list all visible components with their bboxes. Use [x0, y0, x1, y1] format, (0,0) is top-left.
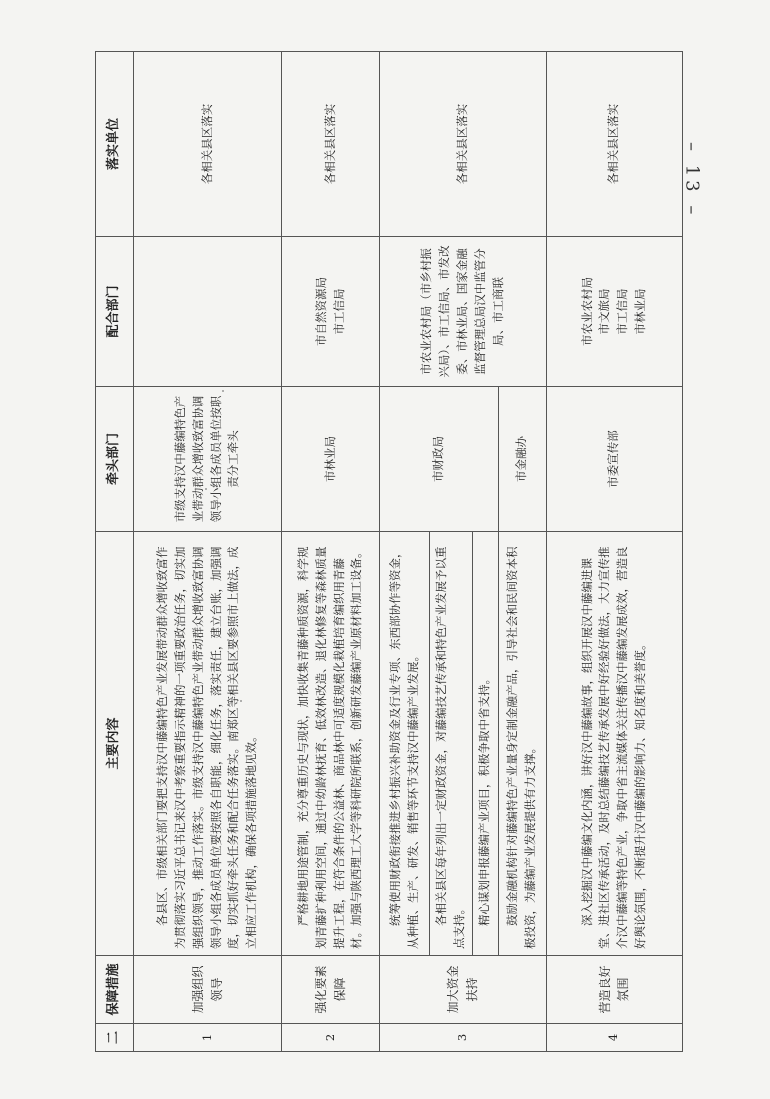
row-content: 精心谋划申报藤编产业项目，积极争取中省支持。 [472, 532, 498, 956]
section-number: 二 [96, 1024, 134, 1052]
row-number: 2 [282, 1024, 380, 1052]
row-measure: 强化要素保障 [282, 956, 380, 1024]
row-lead: 市财政局 [380, 387, 499, 532]
page-number: – 13 – [681, 141, 703, 219]
row-implement: 各相关县区落实 [282, 52, 380, 237]
header-lead: 牵头部门 [96, 387, 134, 532]
row-number: 1 [134, 1024, 282, 1052]
header-cooperate: 配合部门 [96, 237, 134, 387]
row-implement: 各相关县区落实 [134, 52, 282, 237]
row-lead: 市委宣传部 [546, 387, 682, 532]
table-row [282, 52, 380, 1052]
row-number: 4 [546, 1024, 682, 1052]
table-header-row [96, 52, 134, 1052]
row-measure: 营造良好氛围 [546, 956, 682, 1024]
table-row [134, 52, 282, 1052]
row-lead: 市级支持汉中藤编特色产业带动群众增收致富协调领导小组各成员单位按职责分工牵头 [134, 387, 282, 532]
row-content: 各相关县区每年列出一定财政资金，对藤编技艺传承和特色产业发展予以重点支持。 [430, 532, 473, 956]
row-measure: 加大资金扶持 [380, 956, 547, 1024]
row-cooperate: 市农业农村局 市文旅局 市工信局 市林业局 [546, 237, 682, 387]
row-implement: 各相关县区落实 [546, 52, 682, 237]
row-measure: 加强组织领导 [134, 956, 282, 1024]
row-content: 统筹使用财政衔接推进乡村振兴补助资金及行业专项、东西部协作等资金，从种植、生产、研发、销售等环节支持汉中藤编产业发展。 [380, 532, 430, 956]
rotated-table-wrapper [95, 52, 675, 1052]
table-row [380, 52, 430, 1052]
row-cooperate: 市农业农村局（市乡村振兴局）、市工信局、市发改委、市林业局、国家金融监督管理总局汉中监管分局、市工商联 [380, 237, 547, 387]
row-number: 3 [380, 1024, 547, 1052]
header-implement: 落实单位 [96, 52, 134, 237]
row-content: 严格耕地用途管制，充分尊重历史与现状，加快收集青藤种质资源，科学规划青藤扩种利用空间，通过中幼龄林抚育、低效林改造、退化林修复等森林质量提升工程，在符合条件的公益林、商品林中可适度规模化栽植培育编织用青藤材。加强与陕西理工大学等科研院所联系，创新研发藤编产业原材料加工设备。 [282, 532, 380, 956]
header-measure: 保障措施 [96, 956, 134, 1024]
row-cooperate: 市自然资源局 市工信局 [282, 237, 380, 387]
row-lead: 市金融办 [498, 387, 546, 532]
row-content: 各县区、市级相关部门要把支持汉中藤编特色产业发展带动群众增收致富作为贯彻落实习近平总书记来汉中考察重要指示精神的一项重要政治任务，切实加强组织领导，推动工作落实。市级支持汉中藤编特色产业带动群众增收致富协调领导小组各成员单位要按照各自职能，细化任务，落实责任，建立台账，加强调度，切实抓好牵头任务和配合任务落实。南郑区等相关县区要参照市上做法，成立相应工作机构，确保各项措施落地见效。 [134, 532, 282, 956]
row-content: 深入挖掘汉中藤编文化内涵，讲好汉中藤编故事，组织开展汉中藤编进课堂、进社区传承活动，及时总结藤编技艺传承发展中好经验好做法，大力宣传推介汉中藤编等特色产业，争取中省主流媒体关注传播汉中藤编发展成效，营造良好舆论氛围，不断提升汉中藤编的影响力、知名度和美誉度。 [546, 532, 682, 956]
row-content: 鼓励金融机构针对藤编特色产业量身定制金融产品，引导社会和民间资本积极投资，为藤编产业发展提供有力支撑。 [498, 532, 546, 956]
row-lead: 市林业局 [282, 387, 380, 532]
header-content: 主要内容 [96, 532, 134, 956]
measures-table [95, 51, 683, 1052]
row-implement: 各相关县区落实 [380, 52, 547, 237]
table-row [546, 52, 682, 1052]
row-cooperate [134, 237, 282, 387]
